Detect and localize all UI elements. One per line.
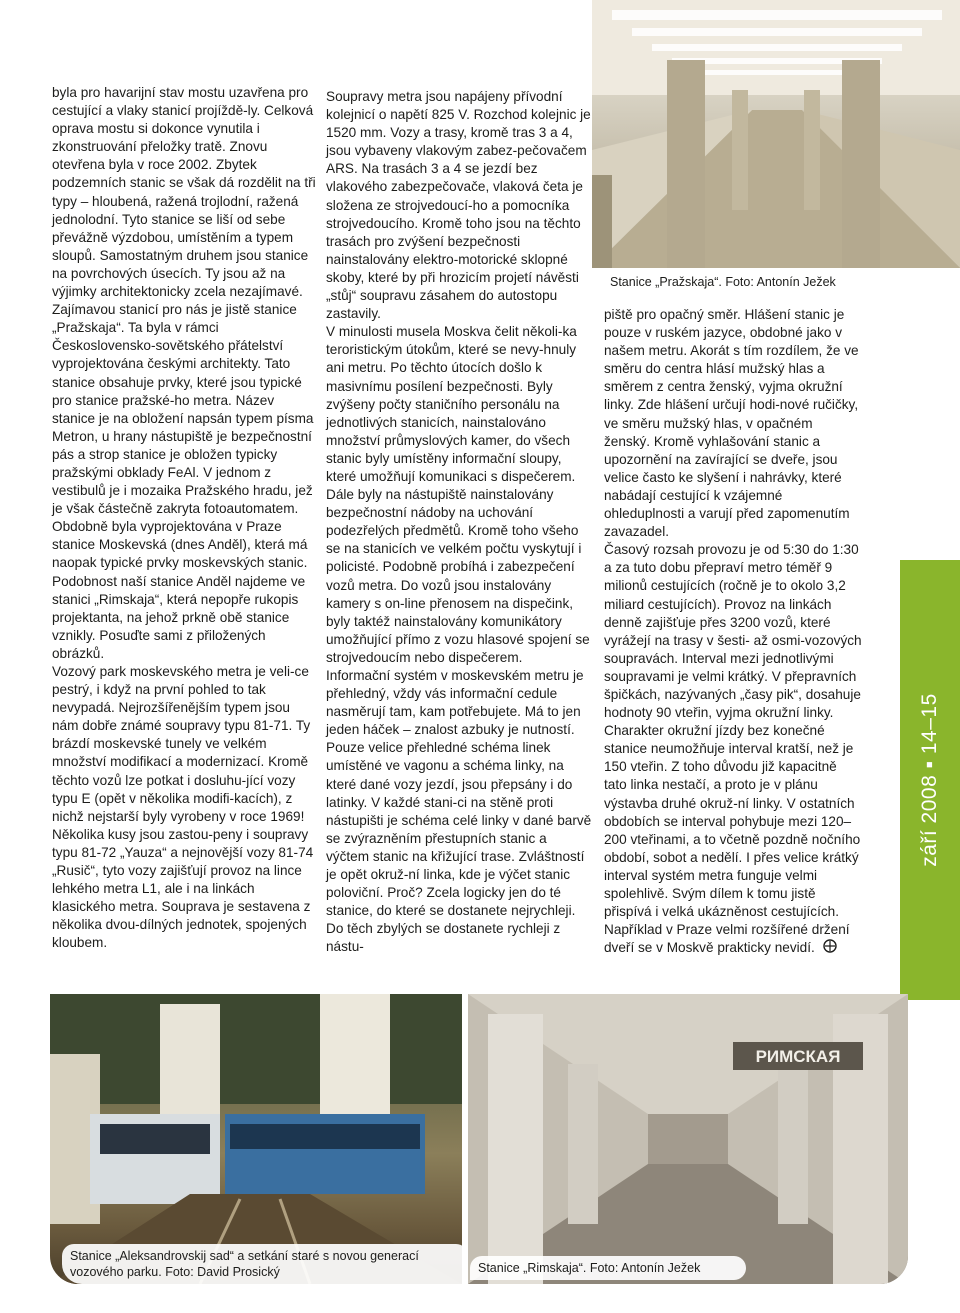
article-column-1 (52, 84, 318, 953)
photo-prazskaja-station (592, 0, 960, 268)
article-column-3 (604, 306, 862, 958)
paragraph: Časový rozsah provozu je od 5:30 do 1:30 a za tuto dobu přepraví metro téměř 9 milionů cestujících (ročně je to okolo 3,2 miliard cestujících). Provoz na linkách denně zajišťuje přes 3200 vozů, které vyrážejí na trasy v šesti- až osmi-vozových soupravách. Interval mezi jednotlivými soupravami je velmi krátký. V přepravních špičkách, nazývaných „časy pik“, dosahuje hodnoty 90 vteřin, vyjma okružní linky. Charakter okružní jízdy bez konečné stanice neumožňuje interval kratší, než je 150 vteřin. Z toho důvodu již kapacitně tato linka nestačí, a proto je v plánu výstavba druhé okruž-ní linky. V ostatních obdobích se interval pohybuje mezi 120–200 vteřinami, a to včetně pozdně nočního období, sobot a nedělí. I přes velice krátký interval systém metra funguje velmi spolehlivě. Svým dílem k tomu jistě přispívá i velká ukázněnost cestujících. Například v Praze velmi rozšířené držení dveří se v Moskvě prakticky nevidí. (604, 541, 862, 958)
photo-rimskaja-station (468, 994, 908, 1284)
paragraph: piště pro opačný směr. Hlášení stanic je pouze v ruském jazyce, obdobné jako v našem metru. Akorát s tím rozdílem, že ve směru do centra hlásí mužský hlas a směrem z centra ženský, vyjma okružní linky. Zde hlášení určují hodi-nové ručičky, ve směru mužský hlas, v opačném ženský. Kromě vyhlašování stanic a upozornění na zavírající se dveře, jsou velice často ke slyšení i nahrávky, které nabádají cestující k vzájemné ohleduplnosti a varují před zapomenutím zavazadel. (604, 307, 859, 540)
paragraph: Soupravy metra jsou napájeny přívodní kolejnicí o napětí 825 V. Rozchod kolejnic je 1520 mm. Vozy a trasy, kromě tras 3 a 4, jsou vybaveny vlakovým zabez-pečovačem ARS. Na trasách 3 a 4 se jezdí bez vlakového zabezpečovače, vlaková četa je složena ze strojvedoucí-ho a pomocníka strojvedoucího. Kromě toho jsou na těchto trasách pro zvýšení bezpečnosti nainstalovány elektro-motorické sklopné skoby, které by při hrozicím projetí návěsti „stůj“ soupravu zásahem do autostopu zastavily. (326, 89, 591, 322)
article-column-2 (326, 88, 592, 957)
issue-date-label: září 2008 ▪ 14–15 (918, 693, 942, 867)
station-illustration (592, 0, 960, 268)
photo-caption: Stanice „Rimskaja“. Foto: Antonín Ježek (470, 1256, 746, 1280)
tram-icon (904, 1060, 958, 1270)
station-illustration (468, 994, 908, 1284)
paragraph: byla pro havarijní stav mostu uzavřena pro cestující a vlaky stanicí projíždě-ly. Celková oprava mostu si dokonce vynutila i zkonstruování přeložky tratě. Znovu otevřena byla v roce 2002. Zbytek podzemních stanic se však dá rozdělit na tři typy – hloubená, ražená trojlodní, ražená jednolodní. Tyto stanice se liší od sebe převážně výzdobou, umístěním a typem sloupů. Samostatným druhem jsou stanice na povrchových úsecích. Ty jsou až na výjimky architektonicky zcela nezajímavé. Zajímavou stanicí pro nás je jistě stanice „Pražskaja“. Ta byla v rámci Československo-sovětského přátelství vyprojektována českými architekty. Tato stanice obsahuje prvky, které jsou typické pro stanice pražské-ho metra. Název stanice je na obložení napsán typem písma Metron, u hrany nástupiště je bezpečnostní pás a strop stanice je obložen typicky pražskými obklady FeAl. V jednom z vestibulů je i mozaika Pražského hradu, jež je však částečně zakryta fotoautomatem. Obdobně byla vyprojektována v Praze stanice Moskevská (dnes Anděl), která má naopak typické prvky moskevských stanic. Podobnost naší stanice Anděl najdeme ve stanici „Rimskaja“, která nepopře rukopis projektanta, na jehož prkně obě stanice vznikly. Posuďte sami z přiložených obrázků. (52, 85, 316, 661)
paragraph: V minulosti musela Moskva čelit několi-ka teroristickým útokům, které se nevy-hnuly ani metru. Po těchto útocích došlo k masivnímu posílení bezpečnosti. Byly zvýšeny počty staničního personálu na jednotlivých stanicích, nainstalováno množství průmyslových kamer, do všech stanic byly umístěny informační sloupy, které umožňují komunikaci s dispečerem. Dále byly na nástupiště nainstalovány bezpečnostní nádoby na uchování podezřelých předmětů. Kromě toho všeho se na stanicích ve velkém počtu vyskytují i policisté. Podobně probíhá i zabezpečení vozů metra. Do vozů jsou instalovány kamery s on-line přenosem na dispečink, byly taktéž nainstalovány komunikátory umožňující přímo z vozu hlasové spojení se strojvedoucím nebo dispečerem. (326, 324, 590, 665)
metro-logo-icon (821, 939, 839, 958)
paragraph: Vozový park moskevského metra je veli-ce pestrý, i když na první pohled to tak nevypadá. Nejrozšířenějším typem jsou nám dobře známé soupravy typu 81-71. Ty brázdí moskevské tunely ve velkém množství modifikací a modernizací. Kromě těchto vozů lze potkat i dosluhu-jící vozy typu E (opět v několika modifi-kacích), z nichž nejstarší byly vyrobeny v roce 1969! Několika kusy jsou zastou-peny i soupravy typu 81-72 „Yauza“ a nejnovější vozy 81-74 „Rusič“, tyto vozy zajišťují provoz na lince lehkého metra L1, ale i na linkách klasického metra. Souprava je sestavena z několika dvou-dílných jednotek, spojených kloubem. (52, 664, 314, 951)
photo-aleksandrovskij-sad (50, 994, 462, 1284)
station-illustration (50, 994, 462, 1284)
photo-caption: Stanice „Pražskaja“. Foto: Antonín Ježek (604, 272, 872, 292)
paragraph: Informační systém v moskevském metru je přehledný, vždy vás informační cedule nasměrují tam, kam potřebujete. Má to jen jeden háček – znalost azbuky je nutností. Pouze velice přehledné schéma linek umístěné ve vagonu a schéma linky, na které dané vozy jezdí, jsou přepsány i do latinky. V každé stani-ci na stěně proti nástupišti je schéma celé linky v dané barvě se zvýrazněním přestupních stanic a výčtem stanic na křižující trase. Zvláštností je opět okruž-ní linka, kde je výčet stanic poloviční. Proč? Zcela logicky jen do té stanice, do které se dostanete nejrychleji. Do těch zbylých se dostanete rychleji z nástu- (326, 668, 592, 955)
photo-caption: Stanice „Aleksandrovskij sad“ a setkání staré s novou generací vozového parku. Foto: David Prosický (62, 1244, 468, 1284)
station-sign: РИМСКАЯ (755, 1047, 841, 1066)
